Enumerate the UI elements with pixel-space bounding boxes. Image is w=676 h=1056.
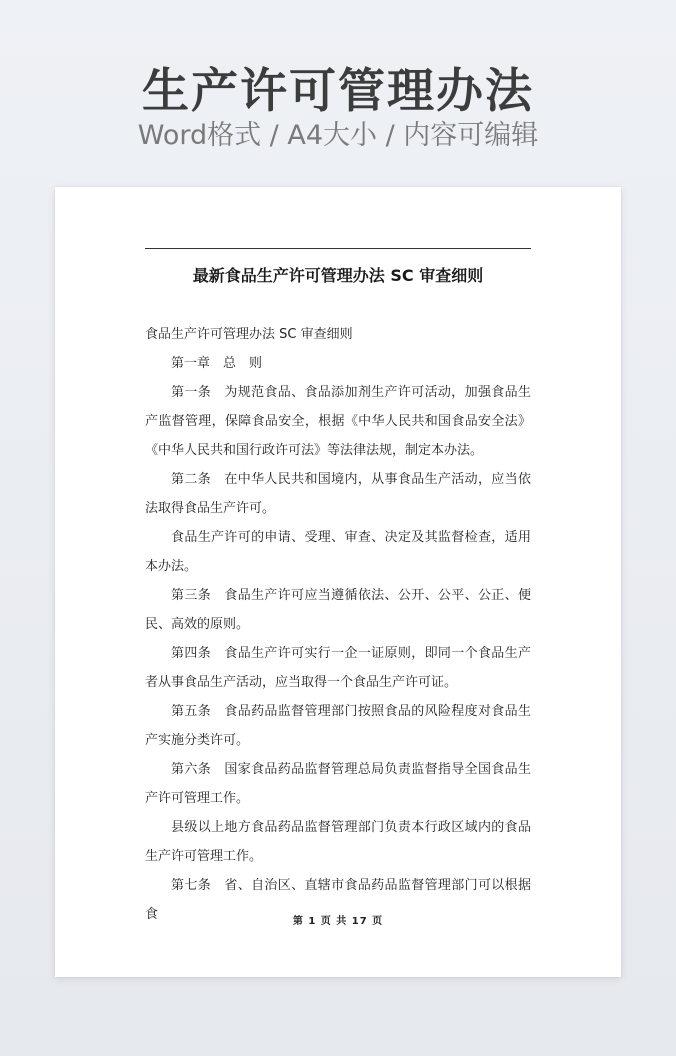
document-page xyxy=(55,187,621,977)
banner-title: 生产许可管理办法 xyxy=(142,64,534,119)
paragraph: 第一章 总 则 xyxy=(171,356,263,371)
paragraph: 县级以上地方食品药品监督管理部门负责本行政区域内的食品生产许可管理工作。 xyxy=(145,820,531,864)
banner xyxy=(0,0,676,180)
banner-subtitle: Word格式 / A4大小 / 内容可编辑 xyxy=(137,120,539,151)
document-body xyxy=(145,320,531,929)
paragraph: 第二条 在中华人民共和国境内，从事食品生产活动，应当依法取得食品生产许可。 xyxy=(145,472,531,516)
document-title: 最新食品生产许可管理办法 SC 审查细则 xyxy=(192,266,484,285)
page-indicator: 第 1 页 共 17 页 xyxy=(292,916,384,927)
paragraph: 第四条 食品生产许可实行一企一证原则，即同一个食品生产者从事食品生产活动，应当取得一个食品生产许可证。 xyxy=(145,646,531,690)
paragraph: 食品生产许可的申请、受理、审查、决定及其监督检查，适用本办法。 xyxy=(145,530,531,574)
paragraph: 第一条 为规范食品、食品添加剂生产许可活动，加强食品生产监督管理，保障食品安全，根据《中华人民共和国食品安全法》《中华人民共和国行政许可法》等法律法规，制定本办法。 xyxy=(145,385,531,458)
paragraph: 第三条 食品生产许可应当遵循依法、公开、公平、公正、便民、高效的原则。 xyxy=(145,588,531,632)
paragraph: 第七条 省、自治区、直辖市食品药品监督管理部门可以根据食 xyxy=(145,878,531,922)
paragraph: 第五条 食品药品监督管理部门按照食品的风险程度对食品生产实施分类许可。 xyxy=(145,704,531,748)
paragraph: 第六条 国家食品药品监督管理总局负责监督指导全国食品生产许可管理工作。 xyxy=(145,762,531,806)
paragraph: 食品生产许可管理办法 SC 审查细则 xyxy=(145,327,353,342)
header-rule xyxy=(145,248,531,249)
